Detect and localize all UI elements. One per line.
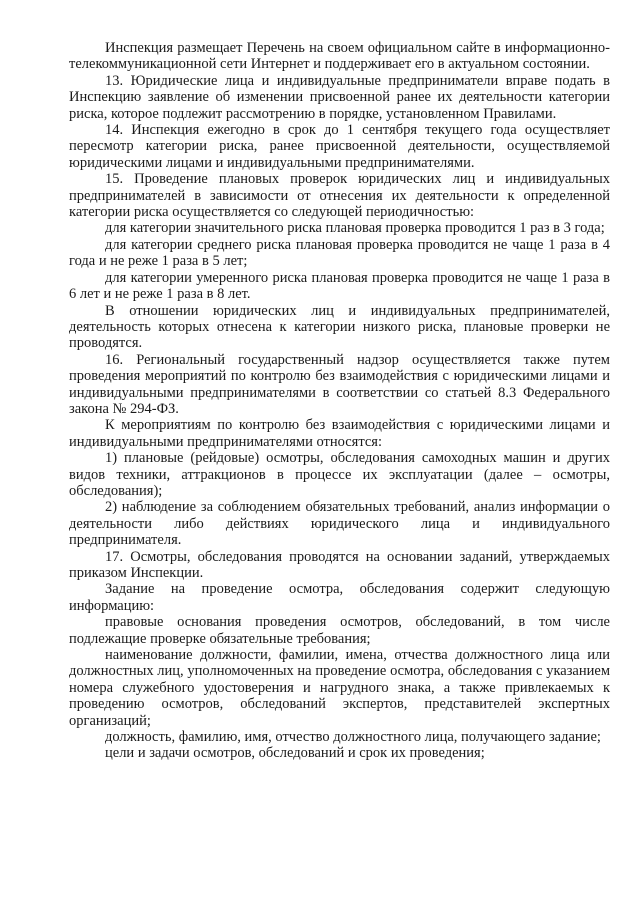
document-page — [69, 40, 610, 762]
paragraph-15: 15. Проведение плановых проверок юридических лиц и индивидуальных предпринимателей в зависимости от отнесения их деятельности к определенной категории риска осуществляется со следующей периодичностью: — [69, 171, 610, 221]
task-item-legal-basis: правовые основания проведения осмотров, обследований, в том числе подлежащие проверке обязательные требования; — [69, 614, 610, 647]
task-item-officials: наименование должности, фамилии, имена, отчества должностного лица или должностных лиц, уполномоченных на проведение осмотра, обследования с указанием номера служебного удостоверения и нагрудного знака, а также привлекаемых к проведению осмотров, обследований экспертов, представителей экспертных организаций; — [69, 647, 610, 729]
control-measure-2: 2) наблюдение за соблюдением обязательных требований, анализ информации о деятельности либо действиях юридического лица и индивидуального предпринимателя. — [69, 499, 610, 549]
paragraph-16: 16. Региональный государственный надзор осуществляется также путем проведения мероприятий по контролю без взаимодействия с юридическими лицами и индивидуальными предпринимателями в соответствии со статьей 8.3 Федерального закона № 294-ФЗ. — [69, 351, 610, 417]
control-measure-1: 1) плановые (рейдовые) осмотры, обследования самоходных машин и других видов техники, аттракционов в процессе их эксплуатации (далее – осмотры, обследования); — [69, 450, 610, 499]
risk-significant-item: для категории значительного риска плановая проверка проводится 1 раз в 3 года; — [105, 220, 605, 237]
risk-moderate-item: для категории умеренного риска плановая проверка проводится не чаще 1 раза в 6 лет и не реже 1 раза в 8 лет. — [69, 269, 610, 303]
risk-low-paragraph: В отношении юридических лиц и индивидуальных предпринимателей, деятельность которых отнесена к категории низкого риска, плановые проверки не проводятся. — [69, 302, 610, 352]
task-item-goals: цели и задачи осмотров, обследований и срок их проведения; — [105, 745, 485, 762]
task-content-intro: Задание на проведение осмотра, обследования содержит следующую информацию: — [69, 581, 610, 614]
risk-medium-item: для категории среднего риска плановая проверка проводится не чаще 1 раза в 4 года и не реже 1 раза в 5 лет; — [69, 236, 610, 270]
paragraph-13: 13. Юридические лица и индивидуальные предприниматели вправе подать в Инспекцию заявление об изменении присвоенной ранее их деятельности категории риска, которое подлежит рассмотрению в порядке, установленном Правилами. — [69, 72, 610, 122]
control-measures-intro: К мероприятиям по контролю без взаимодействия с юридическими лицами и индивидуальными предпринимателями относятся: — [69, 417, 610, 450]
paragraph-list-publication: Инспекция размещает Перечень на своем официальном сайте в информационно-телекоммуникационной сети Интернет и поддерживает его в актуальном состоянии. — [69, 40, 610, 73]
paragraph-14: 14. Инспекция ежегодно в срок до 1 сентября текущего года осуществляет пересмотр категории риска, ранее присвоенной деятельности, осуществляемой юридическими лицами и индивидуальными предпринимателями. — [69, 122, 610, 171]
task-item-recipient: должность, фамилию, имя, отчество должностного лица, получающего задание; — [105, 729, 601, 746]
paragraph-17: 17. Осмотры, обследования проводятся на основании заданий, утверждаемых приказом Инспекции. — [69, 548, 610, 581]
